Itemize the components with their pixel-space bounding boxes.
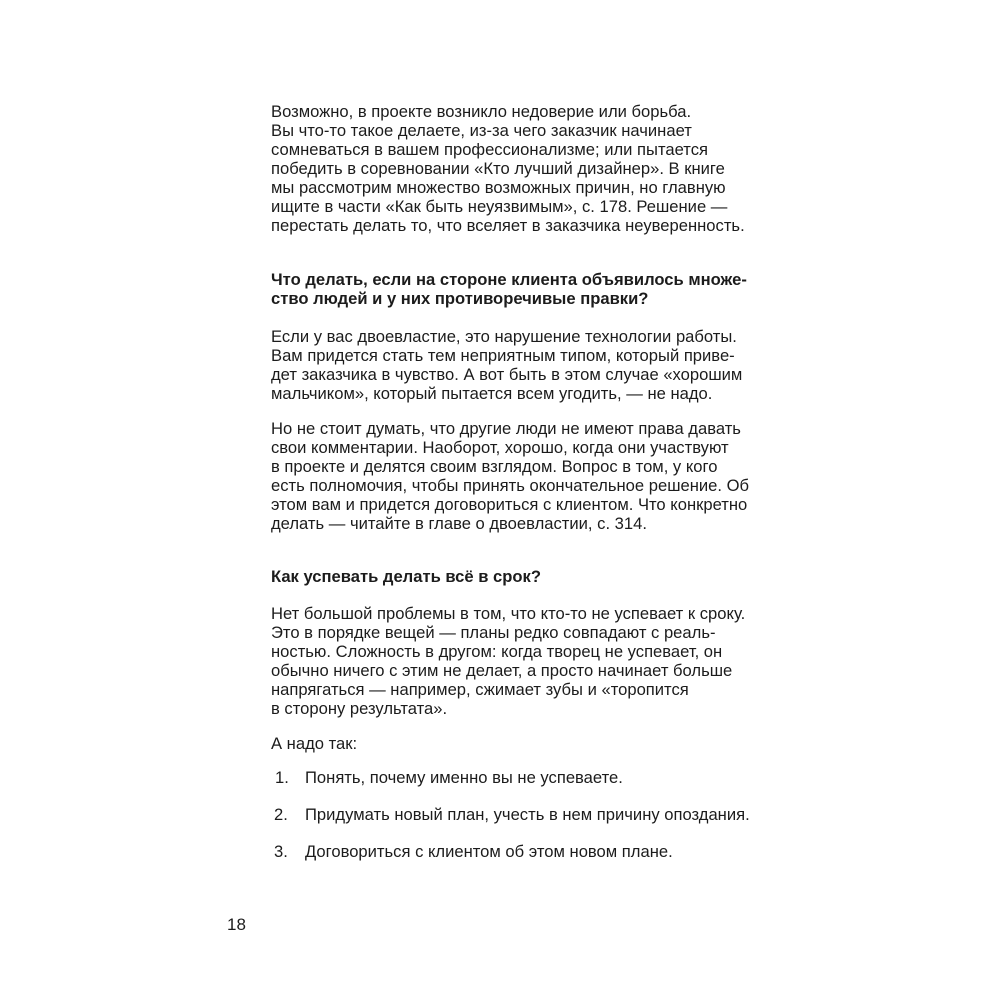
paragraph-line: напрягаться — например, сжимает зубы и «торопится bbox=[271, 680, 689, 699]
list-item-number: 2. bbox=[274, 805, 288, 824]
paragraph-5: А надо так: bbox=[271, 734, 358, 753]
paragraph-line: сомневаться в вашем профессионализме; или пытается bbox=[271, 140, 708, 159]
paragraph-line: ищите в части «Как быть неуязвимым», с. 178. Решение — bbox=[271, 197, 728, 216]
list-item-text: Понять, почему именно вы не успеваете. bbox=[305, 768, 623, 787]
paragraph-line: обычно ничего с этим не делает, а просто начинает больше bbox=[271, 661, 733, 680]
list-item-number: 1. bbox=[275, 768, 289, 787]
paragraph-line: ностью. Сложность в другом: когда творец не успевает, он bbox=[271, 642, 723, 661]
paragraph-line: Если у вас двоевластие, это нарушение технологии работы. bbox=[271, 327, 737, 346]
paragraph-line: дет заказчика в чувство. А вот быть в этом случае «хорошим bbox=[271, 365, 743, 384]
paragraph-line: Вам придется стать тем неприятным типом, который приве- bbox=[271, 346, 735, 365]
paragraph-line: в проекте и делятся своим взглядом. Вопрос в том, у кого bbox=[271, 457, 718, 476]
paragraph-line: Возможно, в проекте возникло недоверие или борьба. bbox=[271, 102, 692, 121]
paragraph-line: Но не стоит думать, что другие люди не имеют права давать bbox=[271, 419, 741, 438]
paragraph-line: свои комментарии. Наоборот, хорошо, когда они участвуют bbox=[271, 438, 729, 457]
paragraph-line: перестать делать то, что вселяет в заказчика неуверенность. bbox=[271, 216, 745, 235]
paragraph-line: победить в соревновании «Кто лучший дизайнер». В книге bbox=[271, 159, 725, 178]
paragraph-line: Это в порядке вещей — планы редко совпадают с реаль- bbox=[271, 623, 716, 642]
paragraph-line: Нет большой проблемы в том, что кто-то не успевает к сроку. bbox=[271, 604, 746, 623]
paragraph-line: мы рассмотрим множество возможных причин, но главную bbox=[271, 178, 726, 197]
page-number: 18 bbox=[227, 915, 246, 934]
section-heading-2: Как успевать делать всё в срок? bbox=[271, 567, 541, 586]
list-item-text: Придумать новый план, учесть в нем причину опоздания. bbox=[305, 805, 750, 824]
list-item-number: 3. bbox=[274, 842, 288, 861]
heading-line: ство людей и у них противоречивые правки? bbox=[271, 289, 649, 308]
list-item-text: Договориться с клиентом об этом новом плане. bbox=[305, 842, 673, 861]
paragraph-line: мальчиком», который пытается всем угодить, — не надо. bbox=[271, 384, 713, 403]
paragraph-line: есть полномочия, чтобы принять окончательное решение. Об bbox=[271, 476, 750, 495]
heading-line: Что делать, если на стороне клиента объявилось множе- bbox=[271, 270, 747, 289]
paragraph-line: этом вам и придется договориться с клиентом. Что конкретно bbox=[271, 495, 748, 514]
paragraph-line: делать — читайте в главе о двоевластии, с. 314. bbox=[271, 514, 647, 533]
paragraph-line: Вы что-то такое делаете, из-за чего заказчик начинает bbox=[271, 121, 692, 140]
paragraph-line: в сторону результата». bbox=[271, 699, 448, 718]
